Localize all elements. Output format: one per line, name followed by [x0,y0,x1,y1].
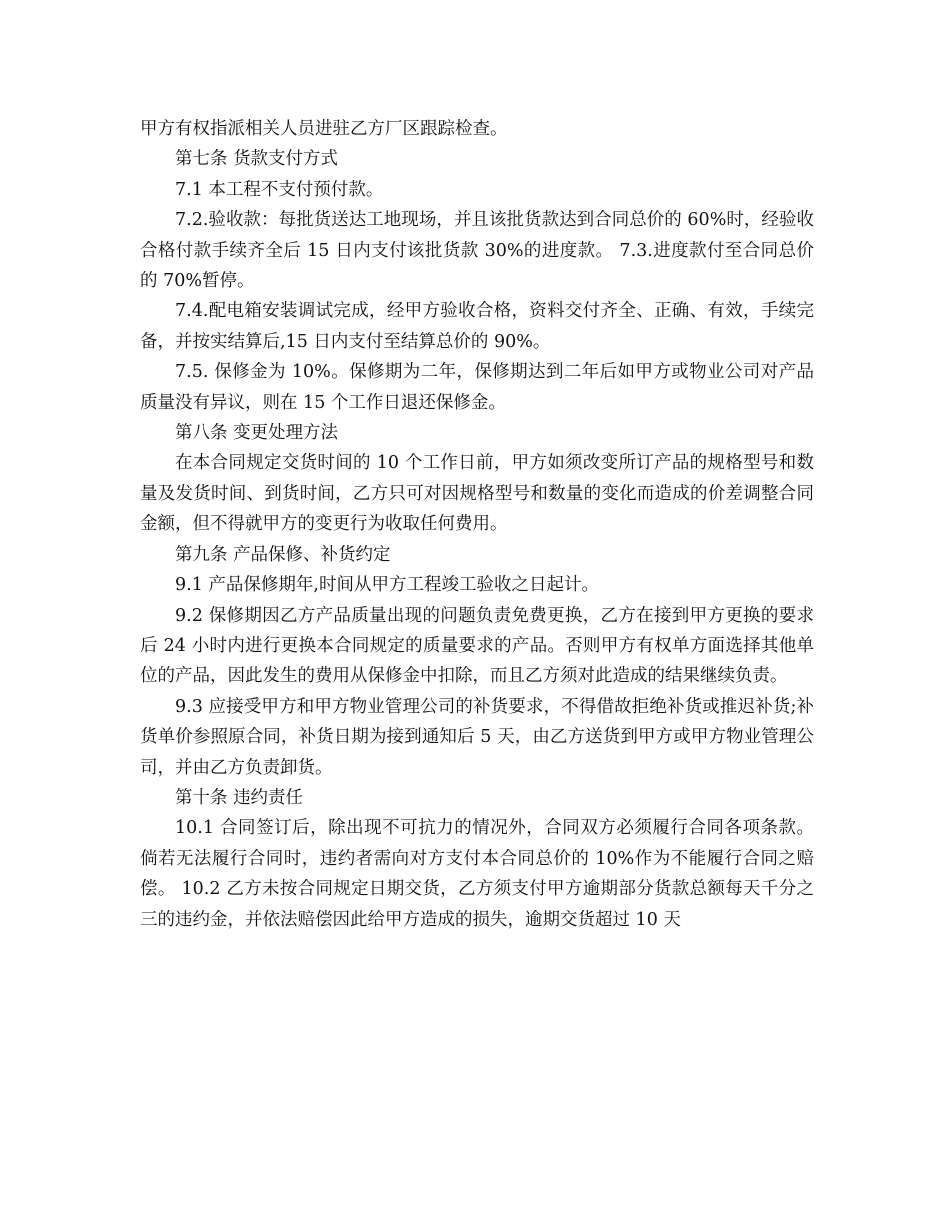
clause-7-4: 7.4.配电箱安装调试完成，经甲方验收合格，资料交付齐全、正确、有效，手续完备，并按实结算后,15 日内支付至结算总价的 90%。 [140,301,814,352]
clause-9-2: 9.2 保修期因乙方产品质量出现的问题负责免费更换，乙方在接到甲方更换的要求后 24 小时内进行更换本合同规定的质量要求的产品。否则甲方有权单方面选择其他单位的产品，因此发生的费用从保修金中扣除，而且乙方须对此造成的结果继续负责。 [140,605,814,687]
clause-7-1: 7.1 本工程不支付预付款。 [175,179,384,200]
clause-10-1: 10.1 合同签订后，除出现不可抗力的情况外，合同双方必须履行合同各项条款。倘若无法履行合同时，违约者需向对方支付本合同总价的 10%作为不能履行合同之赔偿。 10.2 乙方未按合同规定日期交货，乙方须支付甲方逾期部分货款总额每天千分之三的违约金，并依法赔偿因此给甲方造成的损失，逾期交货超过 10 天 [140,818,814,930]
clause-9-3: 9.3 应接受甲方和甲方物业管理公司的补货要求，不得借故拒绝补货或推迟补货;补货单价参照原合同，补货日期为接到通知后 5 天，由乙方送货到甲方或甲方物业管理公司，并由乙方负责卸货。 [140,696,814,778]
clause-7-2: 7.2.验收款：每批货送达工地现场，并且该批货款达到合同总价的 60%时，经验收合格付款手续齐全后 15 日内支付该批货款 30%的进度款。 7.3.进度款付至合同总价的 70%暂停。 [140,210,814,292]
clause-8-body: 在本合同规定交货时间的 10 个工作日前，甲方如须改变所订产品的规格型号和数量及发货时间、到货时间，乙方只可对因规格型号和数量的变化而造成的价差调整合同金额，但不得就甲方的变更行为收取任何费用。 [140,453,814,535]
clause-9-1: 9.1 产品保修期年,时间从甲方工程竣工验收之日起计。 [175,575,599,596]
clause-7-5: 7.5. 保修金为 10%。保修期为二年，保修期达到二年后如甲方或物业公司对产品质量没有异议，则在 15 个工作日退还保修金。 [140,362,814,413]
section-heading-article-9: 第九条 产品保修、补货约定 [175,544,391,565]
section-heading-article-10: 第十条 违约责任 [175,787,304,808]
section-heading-article-8: 第八条 变更处理方法 [175,423,339,444]
document-body [140,114,814,935]
paragraph-continuation: 甲方有权指派相关人员进驻乙方厂区跟踪检查。 [140,119,508,139]
section-heading-article-7: 第七条 货款支付方式 [175,149,339,170]
